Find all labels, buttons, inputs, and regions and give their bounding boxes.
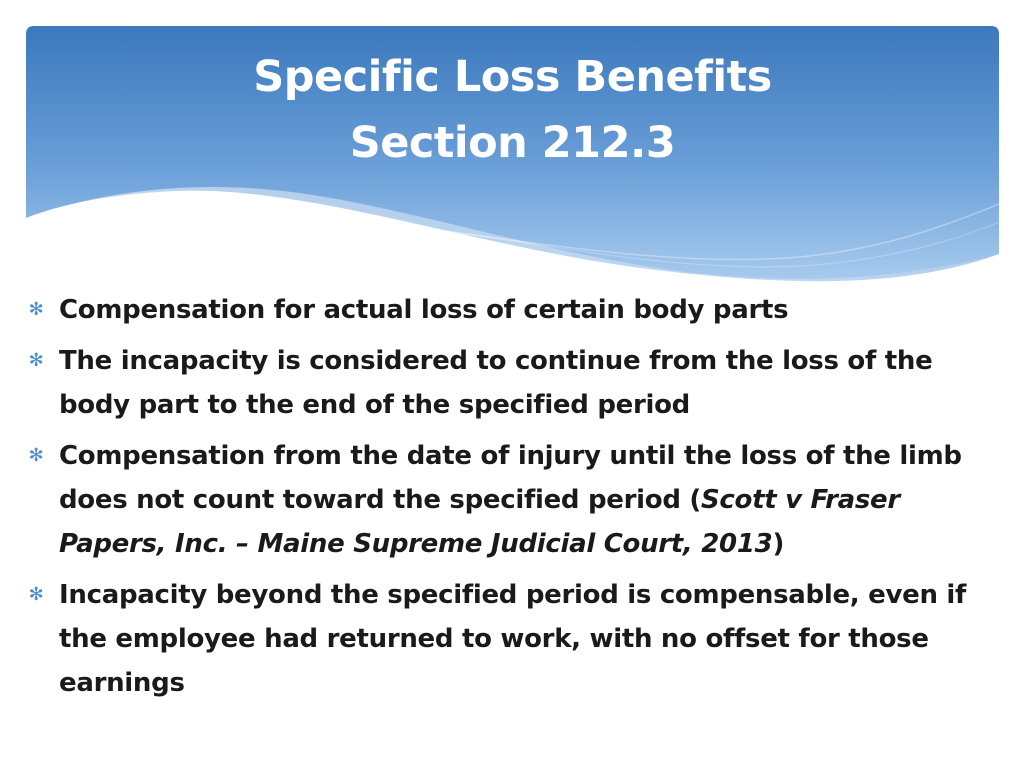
asterisk-bullet-icon: ✻	[28, 445, 44, 466]
title-line-1: Specific Loss Benefits	[253, 52, 772, 102]
bullet-item	[26, 288, 996, 332]
bullet-text-end: )	[772, 529, 785, 559]
asterisk-bullet-icon: ✻	[28, 584, 44, 605]
bullet-list	[26, 288, 996, 712]
bullet-text: Incapacity beyond the specified period is compensable, even if the employee had returned to work, with no offset for those earnings	[59, 580, 967, 698]
asterisk-bullet-icon: ✻	[28, 350, 44, 371]
bullet-text: Compensation from the date of injury until the loss of the limb does not count toward the specified period (	[59, 441, 962, 515]
asterisk-bullet-icon: ✻	[28, 299, 44, 320]
bullet-item	[26, 573, 996, 705]
bullet-text: Compensation for actual loss of certain body parts	[59, 295, 789, 325]
slide-title	[26, 44, 999, 176]
bullet-item	[26, 339, 996, 427]
bullet-text: The incapacity is considered to continue from the loss of the body part to the end of the specified period	[59, 346, 933, 420]
case-citation: Scott v Fraser Papers, Inc. – Maine Supreme Judicial Court, 2013	[59, 485, 900, 559]
title-line-2: Section 212.3	[349, 118, 676, 168]
bullet-item	[26, 434, 996, 566]
